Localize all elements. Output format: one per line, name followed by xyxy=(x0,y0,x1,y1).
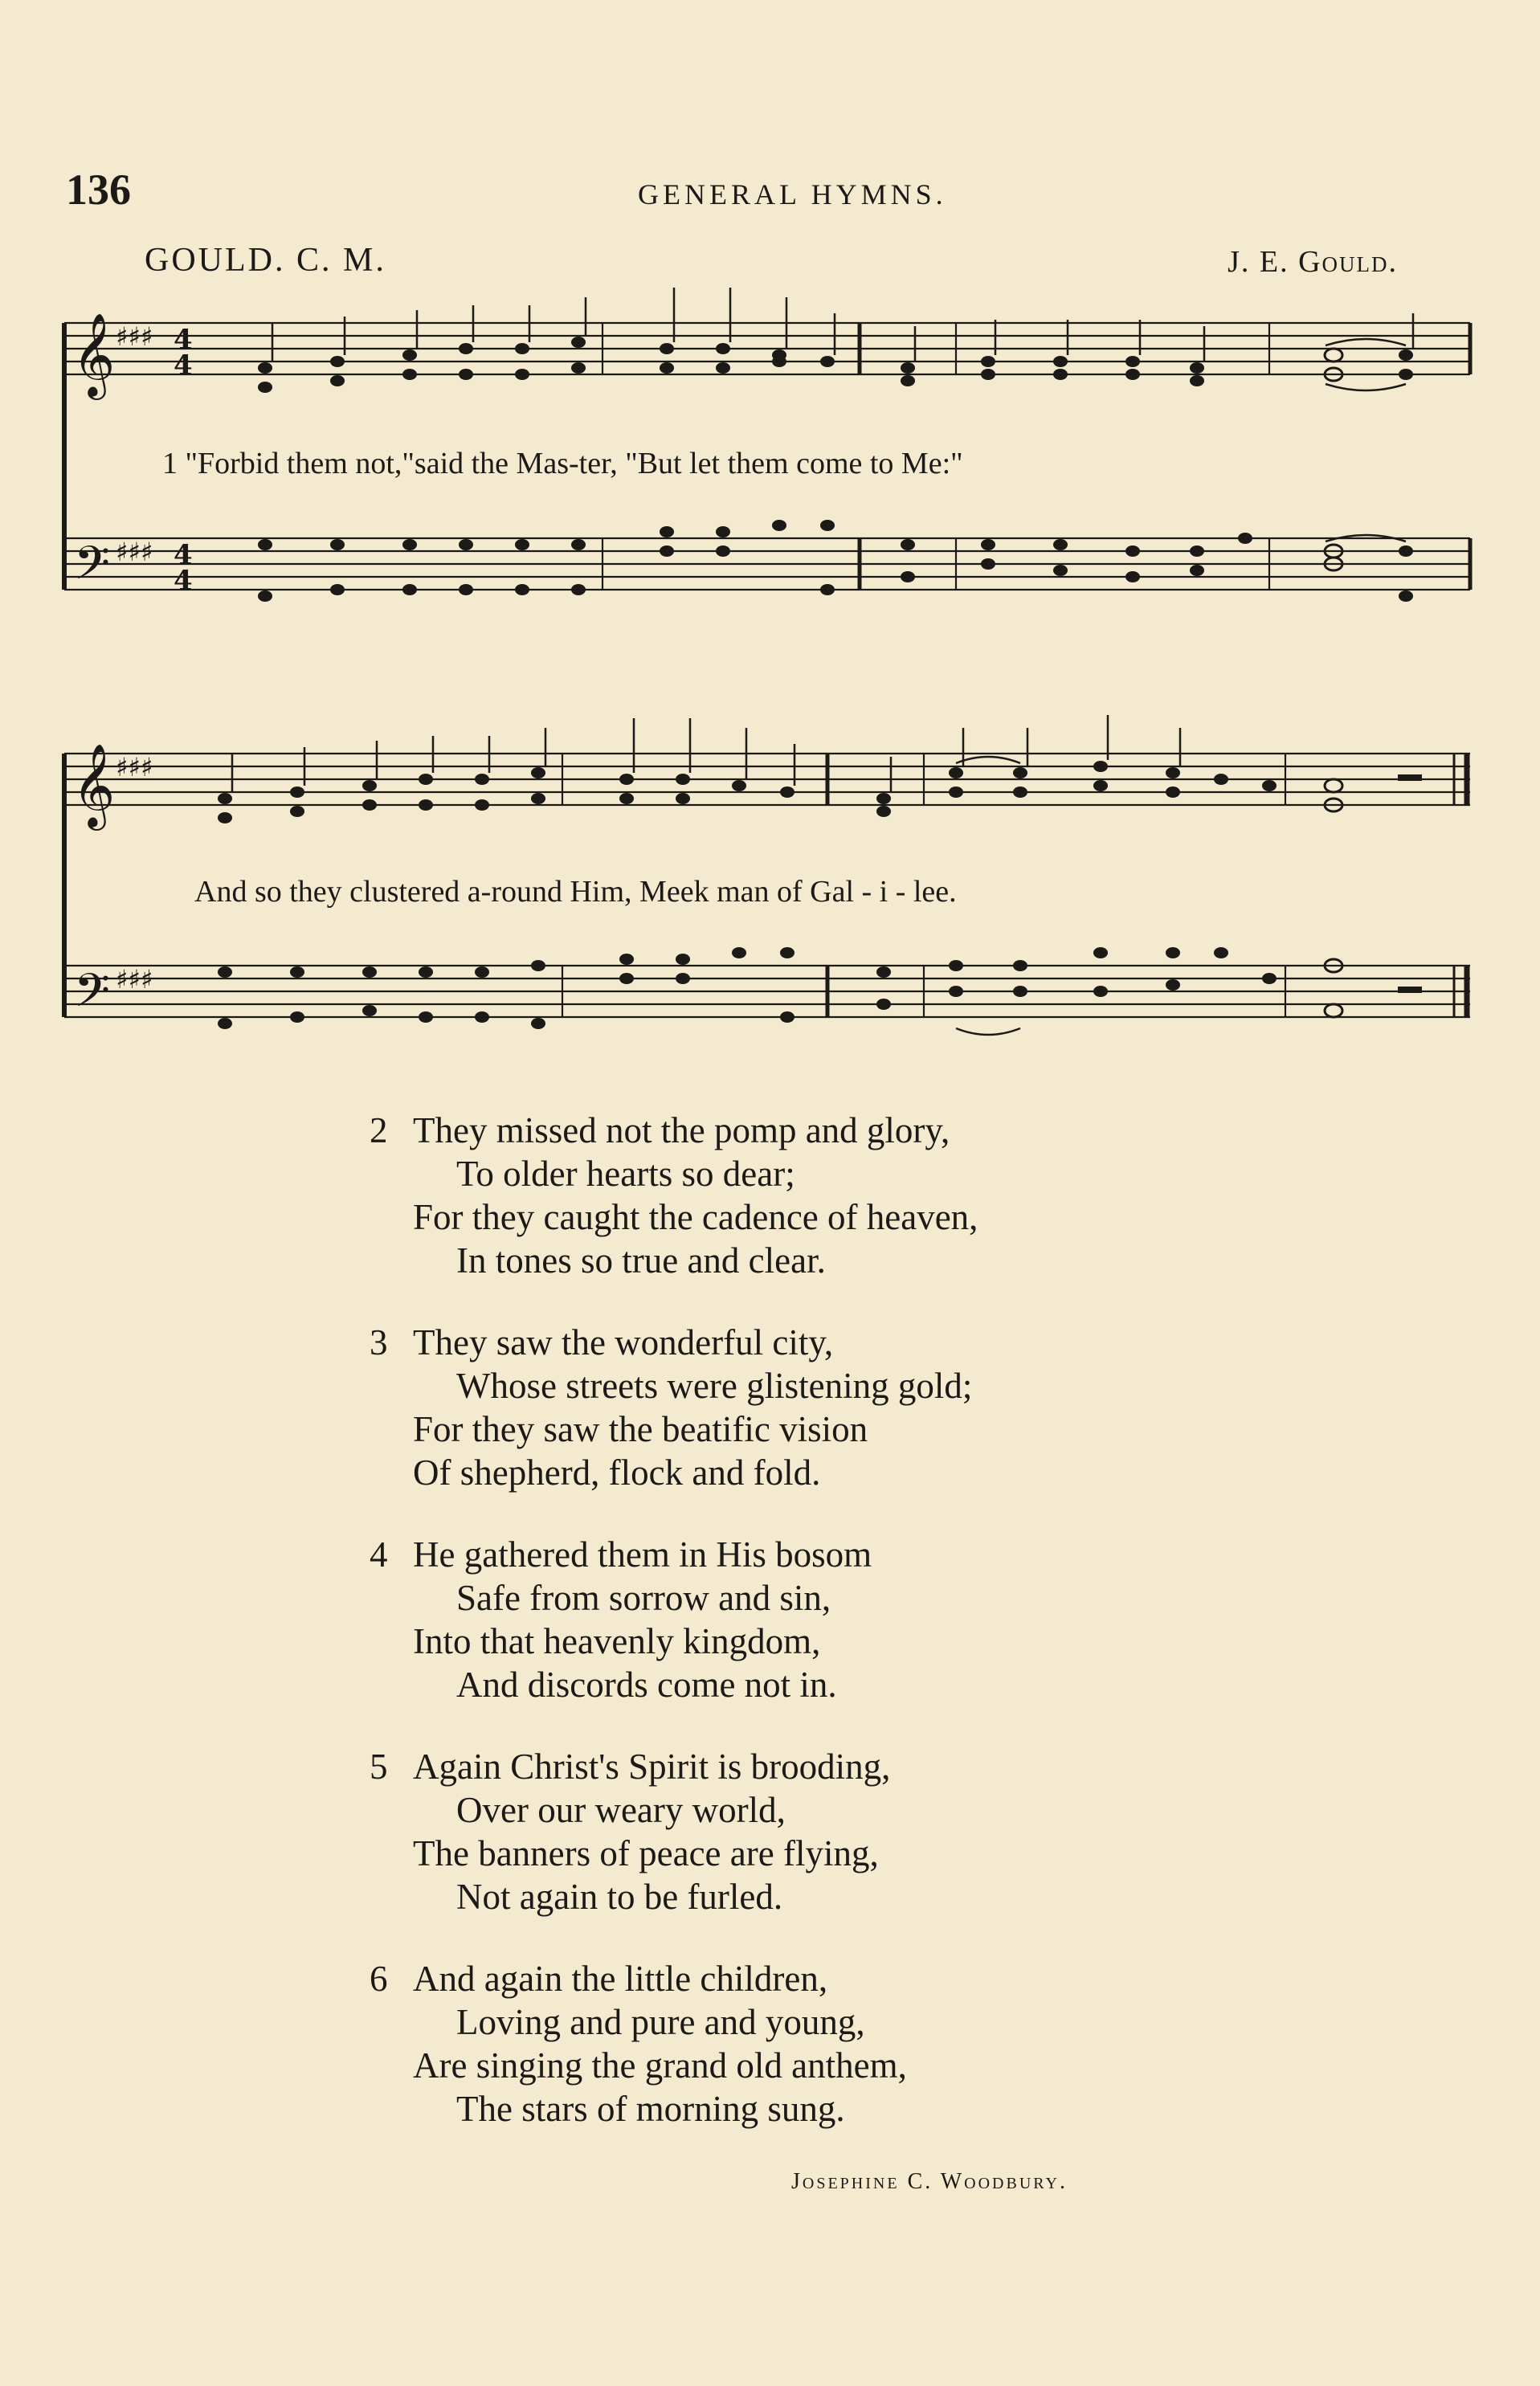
composer-name: J. E. Gould. xyxy=(1228,245,1398,279)
bass-staff-2 xyxy=(64,966,1470,1017)
verse-line: Are singing the grand old anthem, xyxy=(413,2045,907,2086)
verse-5 xyxy=(370,1745,1253,1918)
svg-text:♯♯♯: ♯♯♯ xyxy=(116,964,153,995)
verse-number: 6 xyxy=(370,1959,388,1999)
svg-text:♯♯♯: ♯♯♯ xyxy=(116,752,153,782)
svg-text:4: 4 xyxy=(174,539,193,571)
svg-text:♯♯♯: ♯♯♯ xyxy=(116,537,153,567)
verse-number: 3 xyxy=(370,1322,388,1363)
verse-line: The stars of morning sung. xyxy=(456,2089,845,2129)
verse-number: 2 xyxy=(370,1110,388,1150)
lyric-underlay-2: And so they clustered a-round Him, Meek man of Gal - i - lee. xyxy=(194,875,957,909)
verse-2 xyxy=(370,1109,1253,1282)
bass-clef-2: 𝄢 xyxy=(74,963,111,1029)
verse-list xyxy=(370,1109,1253,2169)
verse-line: Over our weary world, xyxy=(456,1790,786,1830)
svg-text:4: 4 xyxy=(174,349,193,382)
verse-line: Safe from sorrow and sin, xyxy=(456,1578,831,1618)
verse-line: They missed not the pomp and glory, xyxy=(413,1110,950,1150)
verse-line: Of shepherd, flock and fold. xyxy=(413,1452,821,1493)
bass-clef-1: 𝄢 xyxy=(74,536,111,602)
verse-line: Whose streets were glistening gold; xyxy=(456,1366,973,1406)
page-header xyxy=(66,165,1480,213)
verse-line: For they caught the cadence of heaven, xyxy=(413,1197,978,1237)
treble-staff-1 xyxy=(64,323,1470,374)
verse-3 xyxy=(370,1321,1253,1494)
verse-6 xyxy=(370,1957,1253,2131)
treble-staff-2 xyxy=(64,754,1470,805)
verse-line: He gathered them in His bosom xyxy=(413,1534,872,1575)
verse-line: Into that heavenly kingdom, xyxy=(413,1621,821,1661)
verse-line: Again Christ's Spirit is brooding, xyxy=(413,1747,891,1787)
verse-line: To older hearts so dear; xyxy=(456,1154,795,1194)
music-score xyxy=(56,281,1486,1068)
verse-line: And discords come not in. xyxy=(456,1665,837,1705)
verse-4 xyxy=(370,1533,1253,1706)
verse-line: The banners of peace are flying, xyxy=(413,1833,879,1873)
running-head: GENERAL HYMNS. xyxy=(638,178,947,210)
verse-line: Not again to be furled. xyxy=(456,1877,783,1917)
treble-clef-2: 𝄞 xyxy=(72,743,116,827)
verse-number: 5 xyxy=(370,1747,388,1787)
svg-text:4: 4 xyxy=(174,565,193,597)
verse-number: 4 xyxy=(370,1534,388,1575)
treble-clef-1: 𝄞 xyxy=(72,313,116,397)
svg-text:♯♯♯: ♯♯♯ xyxy=(116,321,153,352)
page-number: 136 xyxy=(66,165,131,214)
bass-staff-1 xyxy=(64,538,1470,590)
tune-name: GOULD. C. M. xyxy=(145,242,386,279)
verse-line: In tones so true and clear. xyxy=(456,1240,826,1281)
verse-line: And again the little children, xyxy=(413,1959,828,1999)
verse-line: They saw the wonderful city, xyxy=(413,1322,834,1363)
verse-line: Loving and pure and young, xyxy=(456,2002,865,2042)
verse-line: For they saw the beatific vision xyxy=(413,1409,868,1449)
lyric-underlay-1: 1 "Forbid them not,"said the Mas-ter, "But let them come to Me:" xyxy=(162,447,963,480)
author-credit: Josephine C. Woodbury. xyxy=(791,2169,1068,2194)
svg-text:4: 4 xyxy=(174,324,193,356)
